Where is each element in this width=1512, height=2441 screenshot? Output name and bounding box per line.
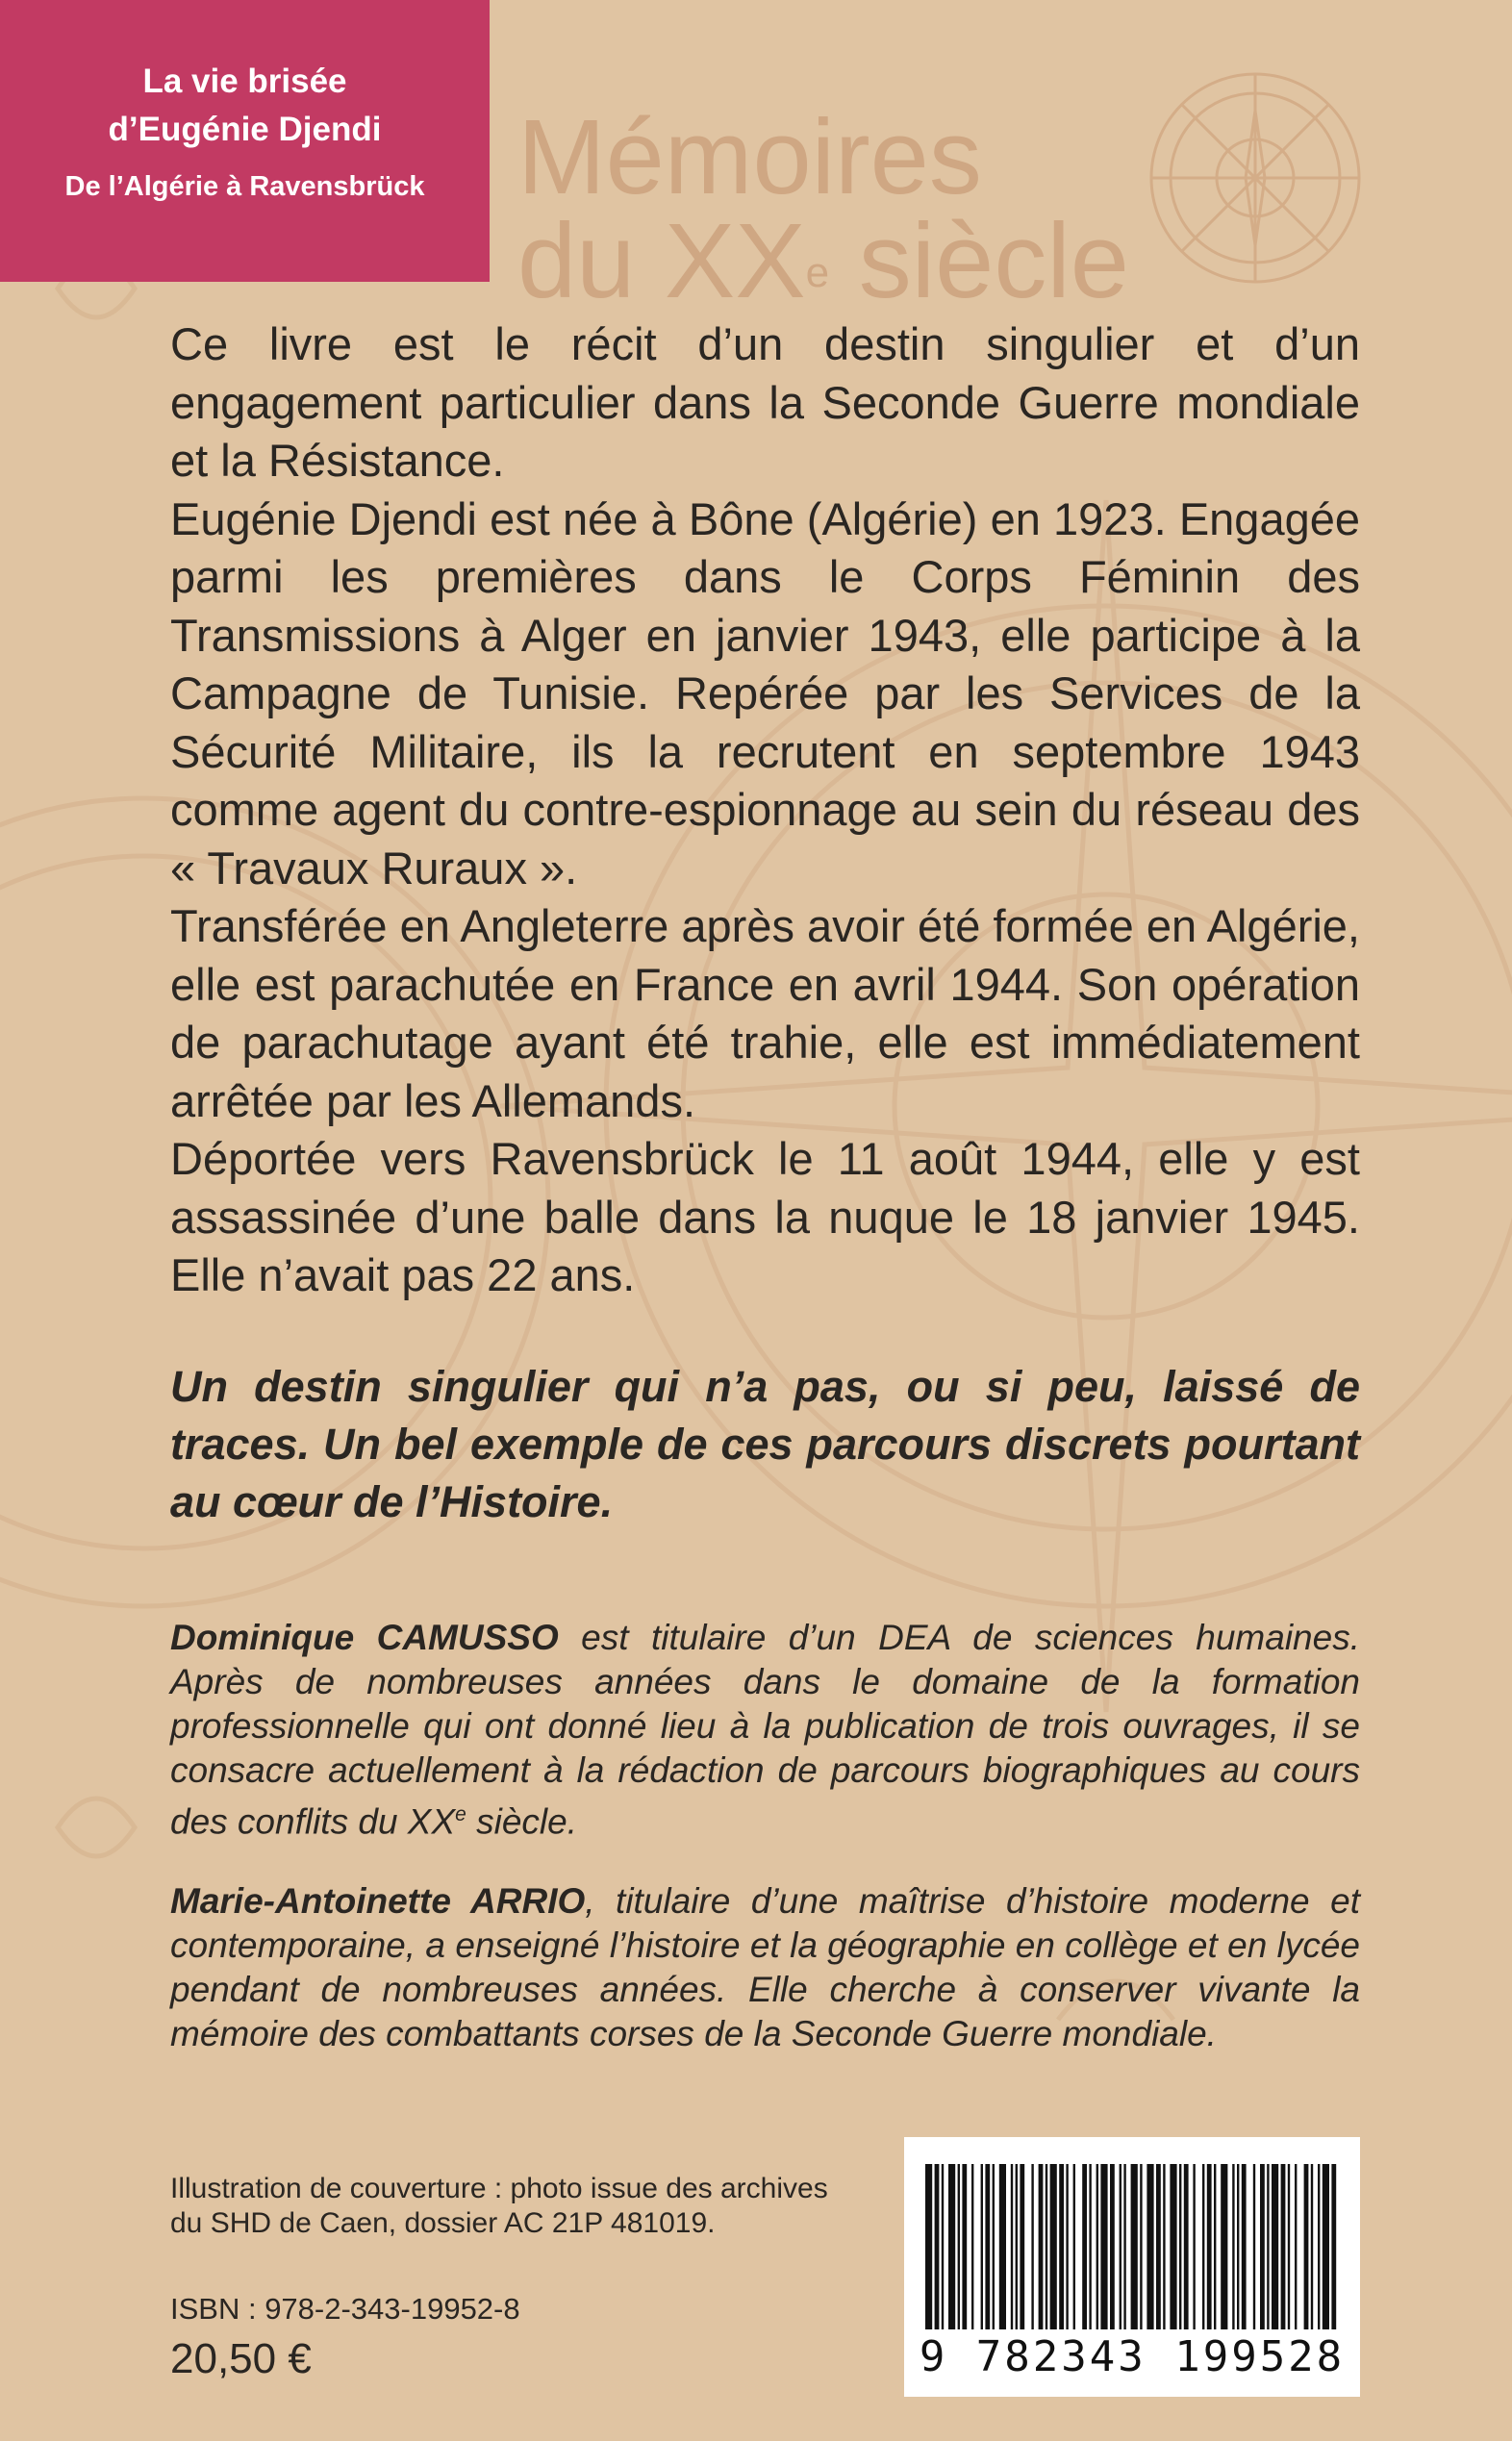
description-paragraph-3: Transférée en Angleterre après avoir été formée en Algérie, elle est parachutée en France en avril 1944. Son opération de parachutage ayant été trahie, elle est immédiatement arrêtée par les Allemands. (170, 900, 1360, 1126)
author-bio-1-text: est titulaire d’un DEA de sciences humaines. Après de nombreuses années dans le domaine de la formation professionnelle qui ont donné lieu à la publication de trois ouvrages, il se consacre actuellement à la rédaction de parcours biographiques au cours des conflits du XX (170, 1618, 1360, 1842)
barcode-bar (1050, 2164, 1057, 2329)
series-prefix: du XX (517, 202, 806, 320)
series-title-line1: Mémoires (517, 98, 982, 216)
description-paragraph-4: Déportée vers Ravensbrück le 11 août 1944, elle y est assassinée d’une balle dans la nuque le 18 janvier 1945. Elle n’avait pas 22 ans. (170, 1133, 1360, 1300)
barcode (904, 2137, 1360, 2397)
book-subtitle: De l’Algérie à Ravensbrück (64, 171, 425, 202)
barcode-bar (1046, 2164, 1047, 2329)
barcode-bar (1163, 2164, 1165, 2329)
barcode-bar (1082, 2164, 1087, 2329)
barcode-bars (921, 2164, 1343, 2329)
barcode-bar (958, 2164, 960, 2329)
barcode-bar (942, 2164, 944, 2329)
barcode-bar (1140, 2164, 1142, 2329)
barcode-bar (1170, 2164, 1176, 2329)
author-name-2: Marie-Antoinette ARRIO (170, 1881, 586, 1921)
barcode-bar (1295, 2164, 1297, 2329)
book-title-line2: d’Eugénie Djendi (108, 111, 382, 148)
barcode-digits: 9 782343 199528 (919, 2332, 1346, 2381)
barcode-bar (1031, 2164, 1033, 2329)
barcode-bar (925, 2164, 932, 2329)
barcode-bar (999, 2164, 1006, 2329)
barcode-bar (1123, 2164, 1125, 2329)
barcode-bar (1214, 2164, 1216, 2329)
series-title-line2 (517, 202, 1129, 320)
author-bio-1 (170, 1616, 1360, 1844)
series-superscript: e (805, 249, 830, 296)
illustration-credit (170, 2172, 901, 2241)
barcode-bar (1232, 2164, 1234, 2329)
barcode-bar (1304, 2164, 1309, 2329)
barcode-bar (1260, 2164, 1265, 2329)
author-bio-2-text: , titulaire d’une maîtrise d’histoire moderne et contemporaine, a enseigné l’histoire et la géographie en collège et en lycée pendant de nombreuses années. Elle cherche à conserver vivante la mémoire des combattants corses de la Seconde Guerre mondiale. (170, 1881, 1360, 2053)
barcode-bar (1073, 2164, 1075, 2329)
description (170, 315, 1360, 1305)
barcode-bar (948, 2164, 955, 2329)
barcode-bar (1267, 2164, 1269, 2329)
price: 20,50 € (170, 2335, 312, 2382)
book-title-line1: La vie brisée (142, 63, 347, 100)
barcode-bar (1156, 2164, 1161, 2329)
barcode-bar (1202, 2164, 1204, 2329)
description-paragraph-1: Ce livre est le récit d’un destin singulier et d’un engagement particulier dans la Seconde Guerre mondiale et la Résistance. (170, 318, 1360, 486)
barcode-bar (1059, 2164, 1064, 2329)
author-bio-1-sup: e (455, 1803, 466, 1825)
series-suffix: siècle (829, 202, 1129, 320)
title-box (0, 0, 490, 282)
barcode-bar (962, 2164, 967, 2329)
barcode-bar (1318, 2164, 1320, 2329)
barcode-bar (1147, 2164, 1153, 2329)
author-bio-2 (170, 1879, 1360, 2056)
clock-emblem-icon (1145, 67, 1366, 289)
barcode-bar (1221, 2164, 1227, 2329)
barcode-bar (1110, 2164, 1115, 2329)
pitch-text: Un destin singulier qui n’a pas, ou si peu, laissé de traces. Un bel exemple de ces parcours discrets pourtant au cœur de l’Histoire. (170, 1362, 1360, 1526)
author-bio-1-end: siècle. (466, 1801, 578, 1842)
barcode-bar (1323, 2164, 1329, 2329)
barcode-bar (935, 2164, 940, 2329)
barcode-bar (1096, 2164, 1098, 2329)
barcode-bar (1179, 2164, 1181, 2329)
barcode-bar (993, 2164, 995, 2329)
description-paragraph-2: Eugénie Djendi est née à Bône (Algérie) en 1923. Engagée parmi les premières dans le Corps Féminin des Transmissions à Alger en janvier 1943, elle participe à la Campagne de Tunisie. Repérée par les Services de la Sécurité Militaire, ils la recrutent en septembre 1943 comme agent du contre-espionnage au sein du réseau des « Travaux Ruraux ». (170, 492, 1360, 893)
barcode-bar (1016, 2164, 1018, 2329)
series-title (517, 98, 1129, 320)
isbn: ISBN : 978-2-343-19952-8 (170, 2292, 520, 2326)
barcode-bar (1120, 2164, 1121, 2329)
illustration-credit-line2: du SHD de Caen, dossier AC 21P 481019. (170, 2207, 716, 2239)
illustration-credit-line1: Illustration de couverture : photo issue des archives (170, 2173, 828, 2204)
barcode-bar (1207, 2164, 1212, 2329)
barcode-bar (1253, 2164, 1255, 2329)
barcode-bar (1184, 2164, 1189, 2329)
barcode-bar (1011, 2164, 1013, 2329)
barcode-bar (971, 2164, 973, 2329)
barcode-bar (1311, 2164, 1313, 2329)
barcode-bar (1039, 2164, 1044, 2329)
barcode-bar (1281, 2164, 1286, 2329)
author-name-1: Dominique CAMUSSO (170, 1618, 559, 1657)
barcode-bar (981, 2164, 983, 2329)
barcode-bar (1288, 2164, 1290, 2329)
barcode-bar (1089, 2164, 1091, 2329)
barcode-bar (1242, 2164, 1247, 2329)
barcode-bar (1193, 2164, 1195, 2329)
barcode-bar (1020, 2164, 1024, 2329)
barcode-bar (1100, 2164, 1107, 2329)
barcode-bar (1131, 2164, 1138, 2329)
barcode-bar (1331, 2164, 1336, 2329)
barcode-bar (985, 2164, 990, 2329)
barcode-bar (1272, 2164, 1278, 2329)
barcode-bar (1237, 2164, 1239, 2329)
barcode-bar (1066, 2164, 1068, 2329)
